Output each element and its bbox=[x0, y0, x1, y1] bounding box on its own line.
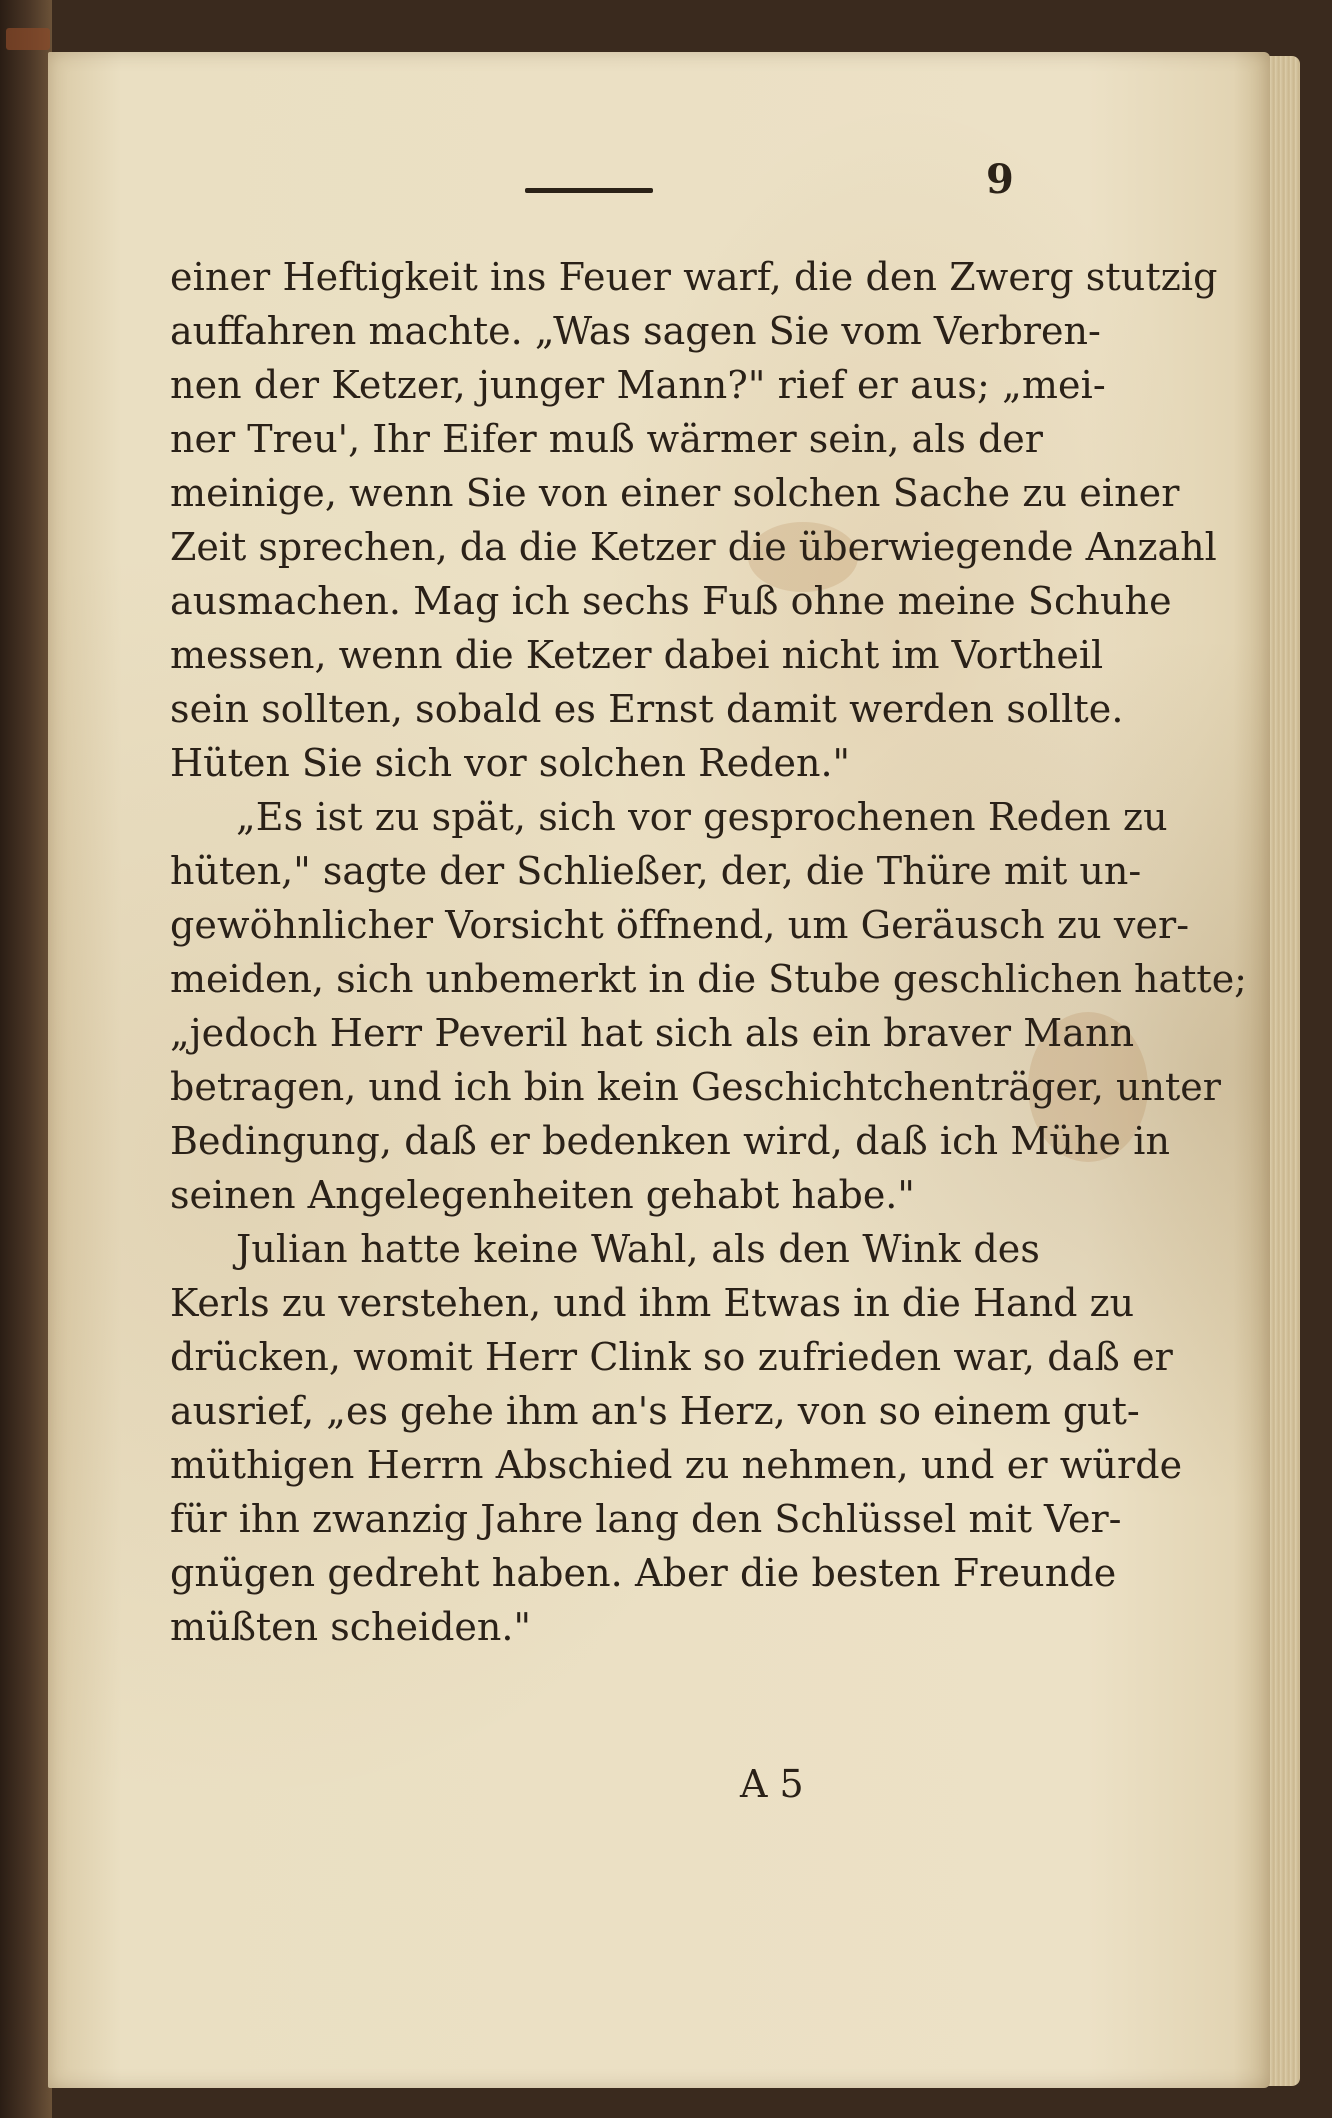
text-line: einer Heftigkeit ins Feuer warf, die den Zwerg stutzig bbox=[170, 255, 1218, 299]
text-line: für ihn zwanzig Jahre lang den Schlüssel mit Ver- bbox=[170, 1497, 1122, 1541]
binding-wear-spot bbox=[6, 28, 50, 50]
text-line: meinige, wenn Sie von einer solchen Sache zu einer bbox=[170, 471, 1180, 515]
text-line: sein sollten, sobald es Ernst damit werden sollte. bbox=[170, 687, 1124, 731]
text-line: Julian hatte keine Wahl, als den Wink des bbox=[236, 1227, 1040, 1271]
text-line: nen der Ketzer, junger Mann?" rief er aus; „mei- bbox=[170, 363, 1106, 407]
text-line: drücken, womit Herr Clink so zufrieden war, daß er bbox=[170, 1335, 1173, 1379]
text-line: Hüten Sie sich vor solchen Reden." bbox=[170, 741, 851, 785]
body-text bbox=[170, 250, 1247, 1654]
page-edges bbox=[1266, 56, 1300, 2086]
text-line: müßten scheiden." bbox=[170, 1605, 531, 1649]
book-binding bbox=[0, 0, 52, 2118]
text-line: seinen Angelegenheiten gehabt habe." bbox=[170, 1173, 915, 1217]
text-line: ausrief, „es gehe ihm an's Herz, von so einem gut- bbox=[170, 1389, 1140, 1433]
text-line: „jedoch Herr Peveril hat sich als ein braver Mann bbox=[170, 1011, 1135, 1055]
text-line: Kerls zu verstehen, und ihm Etwas in die Hand zu bbox=[170, 1281, 1135, 1325]
printer-signature: A 5 bbox=[740, 1762, 804, 1806]
text-line: ner Treu', Ihr Eifer muß wärmer sein, als der bbox=[170, 417, 1043, 461]
text-line: meiden, sich unbemerkt in die Stube geschlichen hatte; bbox=[170, 957, 1247, 1001]
text-line: Zeit sprechen, da die Ketzer die überwiegende Anzahl bbox=[170, 525, 1217, 569]
text-line: gnügen gedreht haben. Aber die besten Freunde bbox=[170, 1551, 1117, 1595]
text-line: „Es ist zu spät, sich vor gesprochenen Reden zu bbox=[236, 795, 1168, 839]
text-line: Bedingung, daß er bedenken wird, daß ich Mühe in bbox=[170, 1119, 1171, 1163]
header-rule bbox=[525, 188, 653, 193]
text-line: müthigen Herrn Abschied zu nehmen, und er würde bbox=[170, 1443, 1183, 1487]
text-line: messen, wenn die Ketzer dabei nicht im Vortheil bbox=[170, 633, 1104, 677]
text-line: hüten," sagte der Schließer, der, die Thüre mit un- bbox=[170, 849, 1142, 893]
text-line: auffahren machte. „Was sagen Sie vom Verbren- bbox=[170, 309, 1101, 353]
page-number: 9 bbox=[986, 156, 1014, 203]
text-line: betragen, und ich bin kein Geschichtchenträger, unter bbox=[170, 1065, 1221, 1109]
text-line: ausmachen. Mag ich sechs Fuß ohne meine Schuhe bbox=[170, 579, 1172, 623]
text-line: gewöhnlicher Vorsicht öffnend, um Geräusch zu ver- bbox=[170, 903, 1190, 947]
